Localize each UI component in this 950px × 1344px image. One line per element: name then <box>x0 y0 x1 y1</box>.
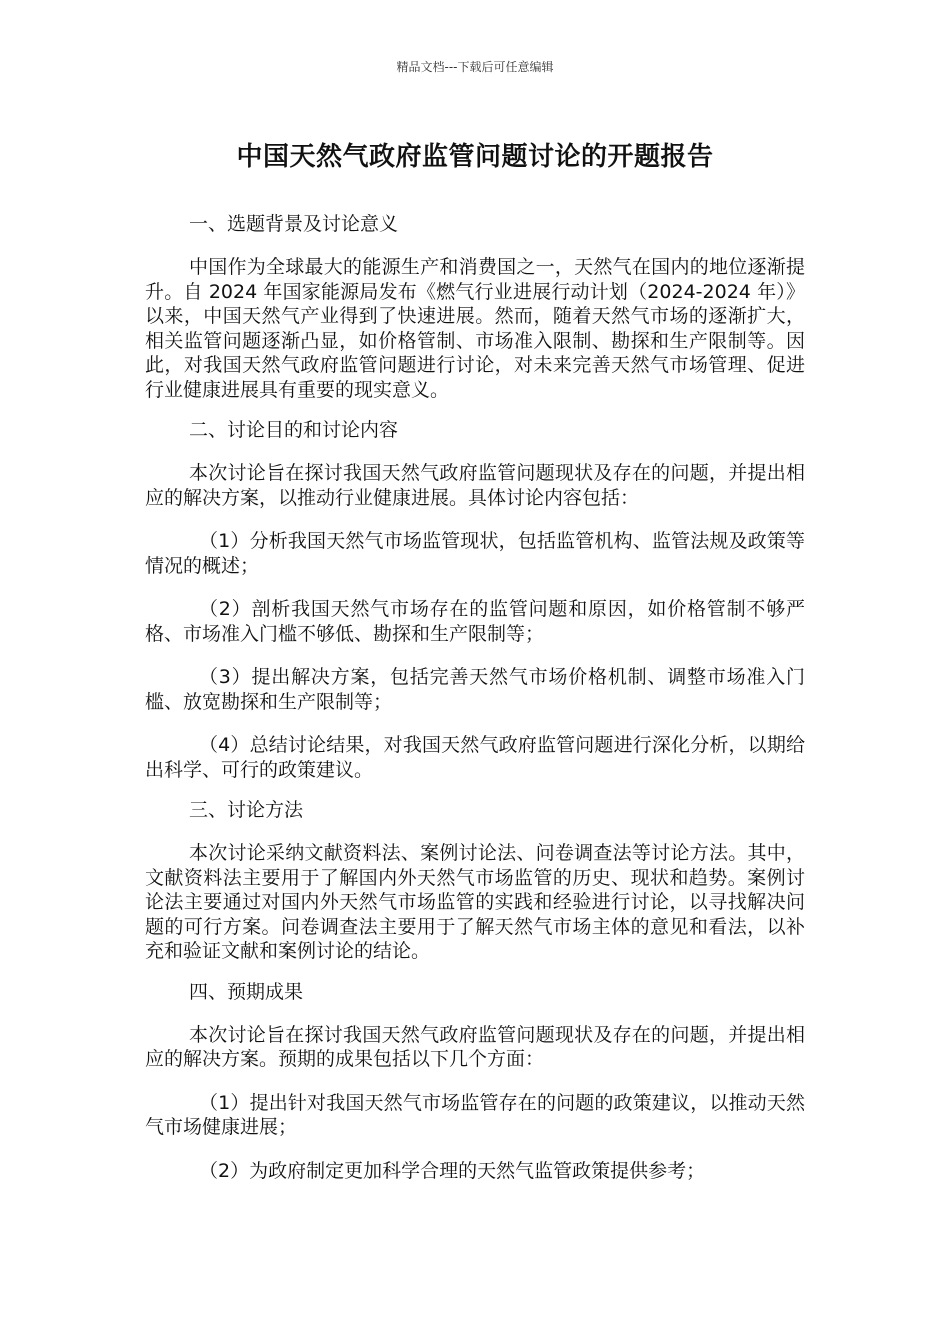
document-title: 中国天然气政府监管问题讨论的开题报告 <box>236 142 714 172</box>
section-2-item-4: （4）总结讨论结果，对我国天然气政府监管问题进行深化分析，以期给出科学、可行的政策建议。 <box>145 734 805 781</box>
header-note: 精品文档---下载后可任意编辑 <box>396 60 554 74</box>
document-body <box>145 212 805 1183</box>
section-4-item-2: （2）为政府制定更加科学合理的天然气监管政策提供参考； <box>199 1159 706 1182</box>
section-4-item-1: （1）提出针对我国天然气市场监管存在的问题的政策建议，以推动天然气市场健康进展； <box>145 1091 805 1138</box>
section-heading-3: 三、讨论方法 <box>189 799 304 821</box>
section-4-paragraph-1: 本次讨论旨在探讨我国天然气政府监管问题现状及存在的问题，并提出相应的解决方案。预期的成果包括以下几个方面： <box>145 1023 805 1070</box>
section-2-item-2: （2）剖析我国天然气市场存在的监管问题和原因，如价格管制不够严格、市场准入门槛不够低、勘探和生产限制等； <box>145 598 805 645</box>
section-2-item-3: （3）提出解决方案，包括完善天然气市场价格机制、调整市场准入门槛、放宽勘探和生产限制等； <box>145 666 805 713</box>
section-3-paragraph-1: 本次讨论采纳文献资料法、案例讨论法、问卷调查法等讨论方法。其中，文献资料法主要用于了解国内外天然气市场监管的历史、现状和趋势。案例讨论法主要通过对国内外天然气市场监管的实践和经验进行讨论，以寻找解决问题的可行方案。问卷调查法主要用于了解天然气市场主体的意见和看法，以补充和验证文献和案例讨论的结论。 <box>145 842 805 962</box>
section-heading-1: 一、选题背景及讨论意义 <box>189 213 399 235</box>
section-2-item-1: （1）分析我国天然气市场监管现状，包括监管机构、监管法规及政策等情况的概述； <box>145 530 805 577</box>
section-1-paragraph-1: 中国作为全球最大的能源生产和消费国之一，天然气在国内的地位逐渐提升。自 2024 年国家能源局发布《燃气行业进展行动计划（2024-2024 年）》以来，中国天然气产业得到了快速进展。然而，随着天然气市场的逐渐扩大，相关监管问题逐渐凸显，如价格管制、市场准入限制、勘探和生产限制等。因此，对我国天然气政府监管问题进行讨论，对未来完善天然气市场管理、促进行业健康进展具有重要的现实意义。 <box>145 256 805 401</box>
section-2-paragraph-1: 本次讨论旨在探讨我国天然气政府监管问题现状及存在的问题，并提出相应的解决方案，以推动行业健康进展。具体讨论内容包括： <box>145 462 805 509</box>
section-heading-4: 四、预期成果 <box>189 980 304 1003</box>
section-heading-2: 二、讨论目的和讨论内容 <box>189 419 399 441</box>
